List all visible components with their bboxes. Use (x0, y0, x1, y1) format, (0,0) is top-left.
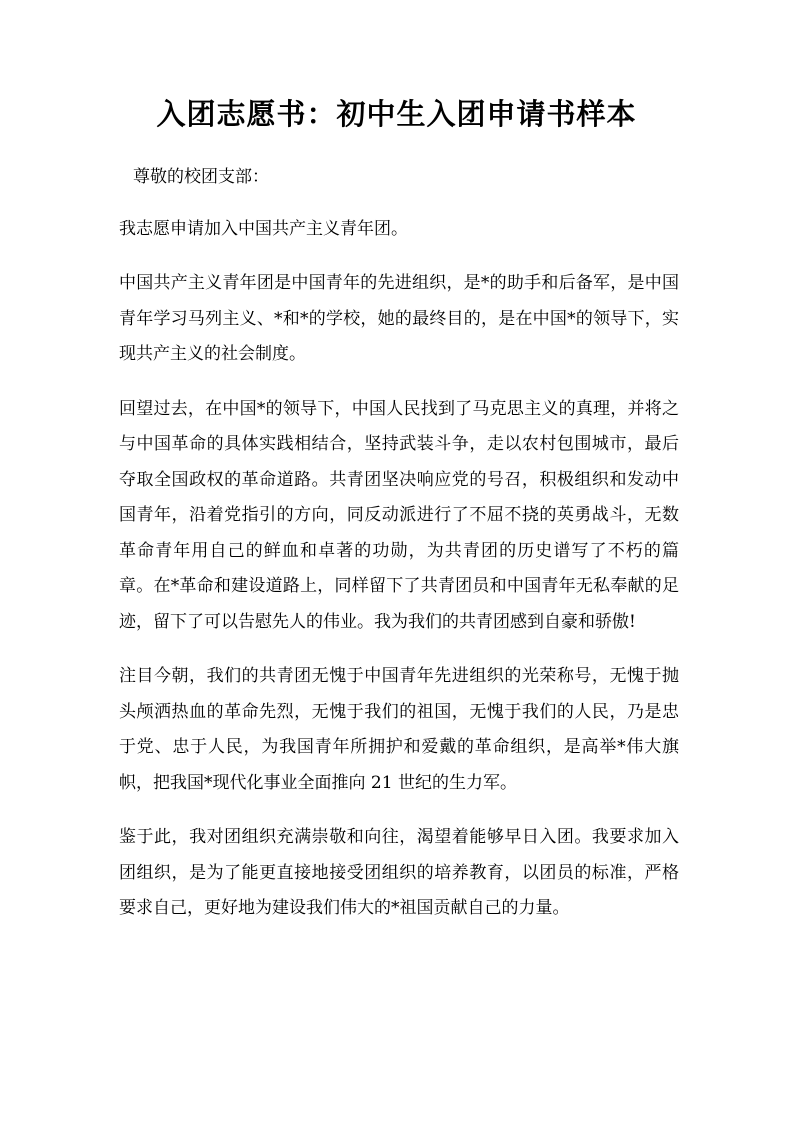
paragraph-league-definition: 中国共产主义青年团是中国青年的先进组织，是*的助手和后备军，是中国青年学习马列主义、*和*的学校，她的最终目的，是在中国*的领导下，实现共产主义的社会制度。 (119, 273, 679, 364)
paragraph-present: 注目今朝，我们的共青团无愧于中国青年先进组织的光荣称号，无愧于抛头颅洒热血的革命先烈，无愧于我们的祖国，无愧于我们的人民，乃是忠于党、忠于人民，为我国青年所拥护和爱戴的革命组织，是高举*伟大旗帜，把我国*现代化事业全面推向 21 世纪的生力军。 (119, 666, 679, 793)
paragraph-motivation: 鉴于此，我对团组织充满崇敬和向往，渴望着能够早日入团。我要求加入团组织，是为了能更直接地接受团组织的培养教育，以团员的标准，严格要求自己，更好地为建设我们伟大的*祖国贡献自己的力量。 (119, 827, 679, 918)
salutation: 尊敬的校团支部： (133, 167, 269, 187)
paragraph-application: 我志愿申请加入中国共产主义青年团。 (119, 218, 408, 239)
paragraph-history: 回望过去，在中国*的领导下，中国人民找到了马克思主义的真理，并将之与中国革命的具体实践相结合，坚持武装斗争，走以农村包围城市，最后夺取全国政权的革命道路。共青团坚决响应党的号召，积极组织和发动中国青年，沿着党指引的方向，同反动派进行了不屈不挠的英勇战斗，无数革命青年用自己的鲜血和卓著的功勋，为共青团的历史谱写了不朽的篇章。在*革命和建设道路上，同样留下了共青团员和中国青年无私奉献的足迹，留下了可以告慰先人的伟业。我为我们的共青团感到自豪和骄傲! (119, 398, 679, 632)
document-title: 入团志愿书：初中生入团申请书样本 (156, 97, 637, 131)
document-body (119, 160, 679, 946)
